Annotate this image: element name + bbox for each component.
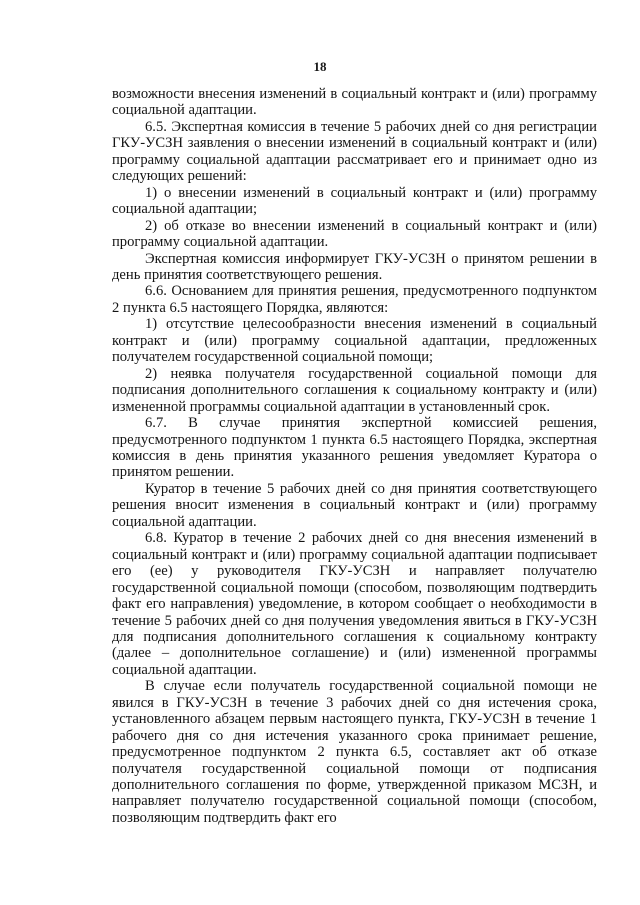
- page-number: 18: [313, 59, 327, 74]
- paragraph-curator-changes: Куратор в течение 5 рабочих дней со дня принятия соответствующего решения вносит изменения в социальный контракт и (или) программу социальной адаптации.: [112, 480, 597, 530]
- paragraph-6-7: 6.7. В случае принятия экспертной комиссией решения, предусмотренного подпунктом 1 пункта 6.5 настоящего Порядка, экспертная комиссия в день принятия указанного решения уведомляет Куратора о принятом решении.: [112, 415, 597, 481]
- paragraph-6-6: 6.6. Основанием для принятия решения, предусмотренного подпунктом 2 пункта 6.5 настоящего Порядка, являются:: [112, 283, 597, 316]
- paragraph-6-8: 6.8. Куратор в течение 2 рабочих дней со дня внесения изменений в социальный контракт и (или) программу социальной адаптации подписывает его (ее) у руководителя ГКУ-УСЗН и направляет получателю государственной социальной помощи (способом, позволяющим подтвердить факт его направления) уведомление, в котором сообщает о необходимости в течение 5 рабочих дней со дня получения уведомления явиться в ГКУ-УСЗН для подписания дополнительного соглашения к социальному контракту (далее – дополнительное соглашение) и (или) измененной программы социальной адаптации.: [112, 530, 597, 678]
- paragraph-non-appearance: В случае если получатель государственной социальной помощи не явился в ГКУ-УСЗН в течение 3 рабочих дней со дня истечения срока, установленного абзацем первым настоящего пункта, ГКУ-УСЗН в течение 1 рабочего дня со дня истечения указанного срока принимает решение, предусмотренное подпунктом 2 пункта 6.5, составляет акт об отказе получателя государственной социальной помощи от подписания дополнительного соглашения по форме, утвержденной приказом МСЗН, и направляет получателю государственной социальной помощи (способом, позволяющим подтвердить факт его: [112, 678, 597, 826]
- paragraph-commission-informs: Экспертная комиссия информирует ГКУ-УСЗН о принятом решении в день принятия соответствующего решения.: [112, 250, 597, 283]
- paragraph-6-5-item-2: 2) об отказе во внесении изменений в социальный контракт и (или) программу социальной адаптации.: [112, 217, 597, 251]
- paragraph-6-5-item-1: 1) о внесении изменений в социальный контракт и (или) программу социальной адаптации;: [112, 184, 597, 218]
- paragraph-6-6-item-1: 1) отсутствие целесообразности внесения изменений в социальный контракт и (или) программу социальной адаптации, предложенных получателем государственной социальной помощи;: [112, 316, 597, 366]
- document-body: [112, 86, 597, 826]
- paragraph-6-5: 6.5. Экспертная комиссия в течение 5 рабочих дней со дня регистрации ГКУ-УСЗН заявления о внесении изменений в социальный контракт и (или) программу социальной адаптации рассматривает его и принимает одно из следующих решений:: [112, 118, 597, 185]
- paragraph-continuation: возможности внесения изменений в социальный контракт и (или) программу социальной адаптации.: [112, 86, 597, 119]
- paragraph-6-6-item-2: 2) неявка получателя государственной социальной помощи для подписания дополнительного соглашения к социальному контракту и (или) измененной программы социальной адаптации в установленный срок.: [112, 365, 597, 415]
